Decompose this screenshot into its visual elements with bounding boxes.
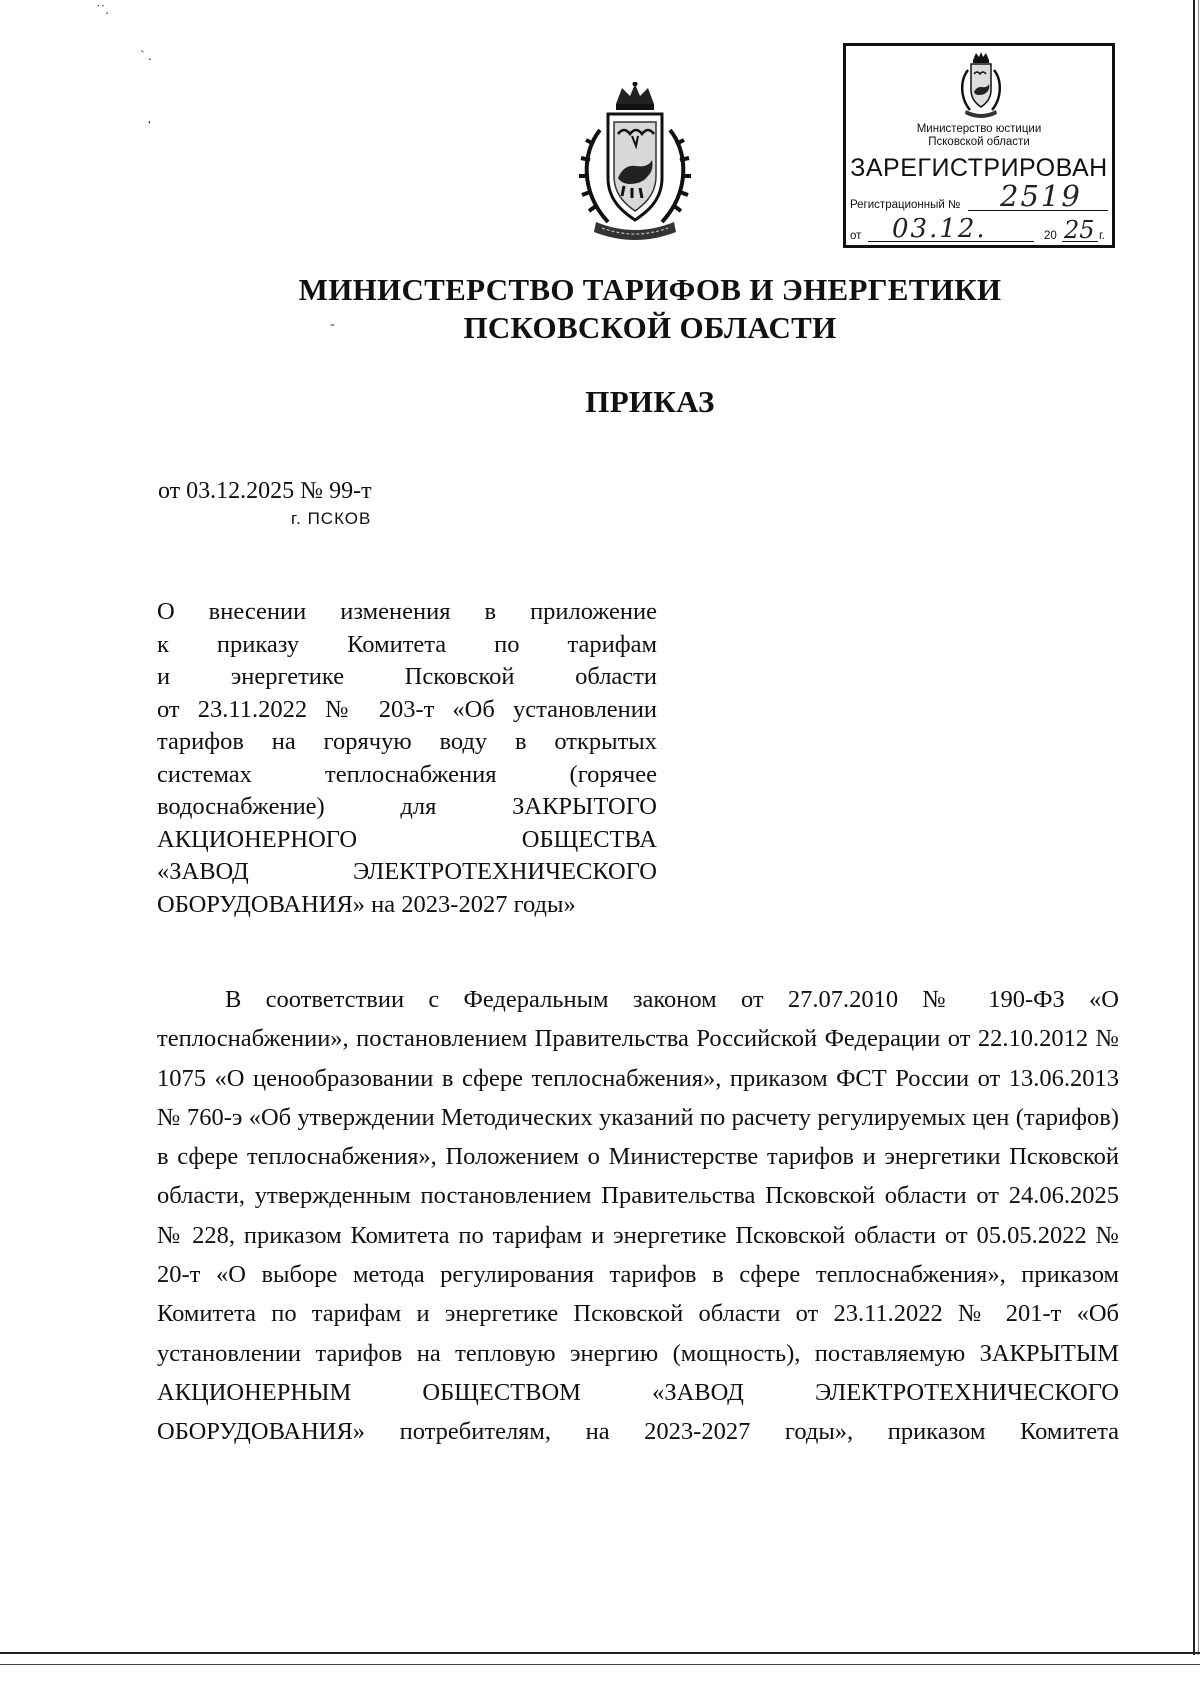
subject-line: к приказу Комитета по тарифам (157, 630, 657, 658)
stamp-year-handwritten: 25 (1064, 216, 1095, 244)
scan-speck: - (330, 317, 335, 332)
subject-line: системах теплоснабжения (горячее (157, 760, 657, 788)
pskov-coat-of-arms-icon (572, 82, 698, 242)
scan-speck: ˙˙. (96, 3, 109, 18)
stamp-ministry-name (846, 123, 1112, 149)
ministry-title-line1: МИНИСТЕРСТВО ТАРИФОВ И ЭНЕРГЕТИКИ (298, 272, 1002, 307)
order-preamble-paragraph: В соответствии с Федеральным законом от 27.07.2010 № 190-ФЗ «О теплоснабжении», постановлением Правительства Российской Федерации от 22.10.2012 № 1075 «О ценообразовании в сфере теплоснабжения», приказом ФСТ России от 13.06.2013 № 760-э «Об утверждении Методических указаний по расчету регулируемых цен (тарифов) в сфере теплоснабжения», Положением о Министерстве тарифов и энергетики Псковской области, утвержденным постановлением Правительства Псковской области от 24.06.2025 № 228, приказом Комитета по тарифам и энергетике Псковской области от 05.05.2022 № 20-т «О выборе метода регулирования тарифов в сфере теплоснабжения», приказом Комитета по тарифам и энергетике Псковской области от 23.11.2022 № 201-т «Об установлении тарифов на тепловую энергию (мощность), поставляемую ЗАКРЫТЫМ АКЦИОНЕРНЫМ ОБЩЕСТВОМ «ЗАВОД ЭЛЕКТРОТЕХНИЧЕСКОГО ОБОРУДОВАНИЯ» потребителям, на 2023-2027 годы», приказом Комитета (157, 986, 1119, 1446)
scan-speck: ' (148, 119, 151, 134)
subject-line: «ЗАВОД ЭЛЕКТРОТЕХНИЧЕСКОГО (157, 858, 657, 885)
subject-line: ОБОРУДОВАНИЯ» на 2023-2027 годы» (157, 890, 576, 918)
stamp-year-suffix: г. (1099, 230, 1105, 242)
stamp-date-prefix: от (850, 230, 862, 242)
stamp-ministry-line2: Псковской области (928, 136, 1030, 148)
subject-line: и энергетике Псковской области (157, 663, 657, 690)
page-bottom-edge (0, 1652, 1200, 1665)
subject-line: водоснабжение) для ЗАКРЫТОГО (157, 793, 657, 820)
registration-stamp (843, 43, 1115, 248)
stamp-registered-text: ЗАРЕГИСТРИРОВАН (850, 154, 1108, 182)
order-city: г. ПСКОВ (291, 509, 372, 528)
stamp-coat-of-arms-icon (958, 52, 1004, 118)
stamp-date-row (850, 216, 1112, 246)
scan-speck: ` . (140, 49, 152, 64)
subject-line: от 23.11.2022 № 203-т «Об установлении (157, 695, 657, 723)
stamp-registration-number-row (850, 179, 1112, 215)
stamp-reg-number-label: Регистрационный № (850, 199, 961, 211)
subject-line: АКЦИОНЕРНОГО ОБЩЕСТВА (157, 825, 657, 853)
ministry-title-line2: ПСКОВСКОЙ ОБЛАСТИ (463, 310, 837, 345)
stamp-year-prefix: 20 (1044, 230, 1057, 242)
subject-line: О внесении изменения в приложение (157, 598, 657, 625)
order-date-number: от 03.12.2025 № 99-т (158, 478, 372, 504)
page-right-edge (1193, 0, 1199, 1655)
stamp-ministry-line1: Министерство юстиции (916, 123, 1042, 135)
stamp-reg-number-handwritten: 2519 (1000, 179, 1082, 213)
subject-line: тарифов на горячую воду в открытых (157, 728, 657, 755)
stamp-date-handwritten: 03.12. (892, 214, 987, 244)
order-subject (157, 596, 657, 921)
document-type-title: ПРИКАЗ (585, 384, 715, 419)
